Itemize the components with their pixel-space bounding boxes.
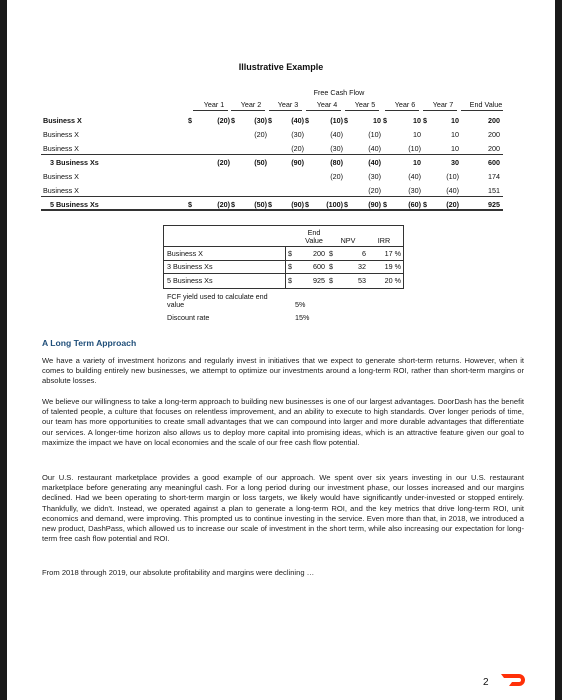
cell-value: 10 bbox=[413, 130, 421, 139]
cell-value: 10 bbox=[413, 158, 421, 167]
header-underline bbox=[163, 246, 404, 247]
cell-value: 925 bbox=[488, 200, 500, 209]
row-label: 3 Business Xs bbox=[167, 262, 213, 271]
cell-value: (30) bbox=[291, 130, 304, 139]
column-divider bbox=[285, 246, 286, 289]
cell-value: 10 bbox=[373, 116, 381, 125]
cell-value: 10 bbox=[451, 144, 459, 153]
dollar-sign: $ bbox=[268, 200, 272, 209]
npv-value: 32 bbox=[358, 262, 366, 271]
cell-value: (60) bbox=[408, 200, 421, 209]
column-header: Year 4 bbox=[316, 100, 338, 109]
dollar-sign: $ bbox=[288, 262, 292, 271]
column-header: Year 5 bbox=[354, 100, 376, 109]
column-header: End Value bbox=[469, 100, 503, 109]
cell-value: (10) bbox=[368, 130, 381, 139]
dollar-sign: $ bbox=[344, 200, 348, 209]
page-number: 2 bbox=[483, 677, 489, 688]
cell-value: (80) bbox=[330, 158, 343, 167]
column-header: End bbox=[307, 228, 321, 237]
value-table bbox=[7, 0, 555, 340]
row-label: 3 Business Xs bbox=[50, 158, 99, 167]
cell-value: 600 bbox=[488, 158, 500, 167]
cell-value: (10) bbox=[446, 172, 459, 181]
cell-value: (20) bbox=[330, 172, 343, 181]
dollar-sign: $ bbox=[188, 200, 192, 209]
end-value: 925 bbox=[313, 276, 325, 285]
fcf-yield-label: value bbox=[167, 300, 185, 309]
cell-value: 200 bbox=[488, 116, 500, 125]
cell-value: 30 bbox=[451, 158, 459, 167]
dollar-sign: $ bbox=[188, 116, 192, 125]
cell-value: (30) bbox=[254, 116, 267, 125]
paragraph-1: We have a variety of investment horizons and regularly invest in initiatives that we expect to generate short-term returns. However, when it comes to building entirely new businesses, we attempt to optimize our investments around a long-term ROI, rather than short-term margins or absolute losses. bbox=[42, 356, 524, 386]
dollar-sign: $ bbox=[231, 200, 235, 209]
row-label: Business X bbox=[43, 144, 79, 153]
column-header: Year 7 bbox=[432, 100, 454, 109]
cell-value: (40) bbox=[446, 186, 459, 195]
column-header: NPV bbox=[340, 236, 356, 245]
cell-value: (20) bbox=[368, 186, 381, 195]
dollar-sign: $ bbox=[329, 249, 333, 258]
cell-value: (40) bbox=[408, 172, 421, 181]
section-title: A Long Term Approach bbox=[42, 338, 137, 348]
row-label: Business X bbox=[167, 249, 203, 258]
dollar-sign: $ bbox=[383, 200, 387, 209]
cell-value: (20) bbox=[446, 200, 459, 209]
cell-value: (10) bbox=[330, 116, 343, 125]
dollar-sign: $ bbox=[305, 200, 309, 209]
row-rule bbox=[163, 260, 404, 261]
cell-value: (40) bbox=[368, 158, 381, 167]
column-header: Year 6 bbox=[394, 100, 416, 109]
npv-value: 6 bbox=[362, 249, 366, 258]
column-header: Year 3 bbox=[277, 100, 299, 109]
cell-value: (20) bbox=[254, 130, 267, 139]
end-value: 200 bbox=[313, 249, 325, 258]
npv-value: 53 bbox=[358, 276, 366, 285]
dollar-sign: $ bbox=[288, 249, 292, 258]
cell-value: 10 bbox=[451, 116, 459, 125]
cell-value: (20) bbox=[291, 144, 304, 153]
cell-value: 10 bbox=[413, 116, 421, 125]
dollar-sign: $ bbox=[231, 116, 235, 125]
row-label: 5 Business Xs bbox=[167, 276, 213, 285]
irr-value: 17 % bbox=[384, 249, 401, 258]
dollar-sign: $ bbox=[329, 262, 333, 271]
cell-value: (20) bbox=[217, 200, 230, 209]
dollar-sign: $ bbox=[344, 116, 348, 125]
fcf-yield-label: FCF yield used to calculate end bbox=[167, 292, 268, 301]
paragraph-3: Our U.S. restaurant marketplace provides a good example of our approach. We spent over six years investing in our U.S. restaurant marketplace before generating any meaningful cash. For a long period during our investment phase, our losses increased and our margins declined. Had we been operating to short-term margin or loss targets, we likely would have significantly under-invested or stopped entirely. Thankfully, we didn't. Instead, we operated against a plan to generate a long-term ROI, and the key metrics that drive long-term ROI, unit economics and demand, were improving. This prompted us to continue investing in the service. Even more than that, in 2018, we introduced a new product, DashPass, which allowed us to increase our scale of investment in the short term, while also increasing our expectation for long-term free cash flow potential and ROI. bbox=[42, 473, 524, 544]
irr-value: 20 % bbox=[384, 276, 401, 285]
page-title: Illustrative Example bbox=[238, 62, 324, 72]
column-header: Year 1 bbox=[203, 100, 225, 109]
column-header: IRR bbox=[377, 236, 391, 245]
doordash-logo-icon bbox=[500, 672, 530, 688]
fcf-group-header: Free Cash Flow bbox=[313, 88, 365, 97]
row-label: Business X bbox=[43, 172, 79, 181]
dollar-sign: $ bbox=[305, 116, 309, 125]
dollar-sign: $ bbox=[329, 276, 333, 285]
column-header: Year 2 bbox=[240, 100, 262, 109]
row-label: 5 Business Xs bbox=[50, 200, 99, 209]
dollar-sign: $ bbox=[423, 200, 427, 209]
end-value: 600 bbox=[313, 262, 325, 271]
cell-value: (90) bbox=[368, 200, 381, 209]
cell-value: (30) bbox=[368, 172, 381, 181]
cell-value: (100) bbox=[326, 200, 343, 209]
irr-value: 19 % bbox=[384, 262, 401, 271]
row-label: Business X bbox=[43, 186, 79, 195]
cell-value: (50) bbox=[254, 158, 267, 167]
dollar-sign: $ bbox=[423, 116, 427, 125]
cell-value: (40) bbox=[368, 144, 381, 153]
cell-value: (30) bbox=[408, 186, 421, 195]
fcf-yield-value: 5% bbox=[295, 300, 306, 309]
dollar-sign: $ bbox=[383, 116, 387, 125]
discount-label: Discount rate bbox=[167, 313, 210, 322]
cell-value: 174 bbox=[488, 172, 500, 181]
cell-value: (10) bbox=[408, 144, 421, 153]
cell-value: 10 bbox=[451, 130, 459, 139]
cell-value: 151 bbox=[488, 186, 500, 195]
row-label: Business X bbox=[43, 116, 82, 125]
cell-value: (20) bbox=[217, 116, 230, 125]
discount-value: 15% bbox=[295, 313, 310, 322]
cell-value: (90) bbox=[291, 158, 304, 167]
row-label: Business X bbox=[43, 130, 79, 139]
document-page bbox=[7, 0, 555, 700]
column-header: Value bbox=[305, 236, 323, 245]
dollar-sign: $ bbox=[288, 276, 292, 285]
cell-value: (20) bbox=[217, 158, 230, 167]
paragraph-2: We believe our willingness to take a long-term approach to building new businesses is one of our largest advantages. DoorDash has the benefit of talented people, a culture that focuses on relentless improvement, and an ability to execute to high standards. Over longer periods of time, our team has more opportunities to create small advantages that we can compound into larger and more durable advantages that differentiate our services. A longer-time horizon also allows us to deploy more capital into promising ideas, which is an attractive feature given our goal to maximize the impact we have on local economies and the scale of our free cash flow potential. bbox=[42, 397, 524, 447]
paragraph-4: From 2018 through 2019, our absolute profitability and margins were declining … bbox=[42, 568, 315, 577]
dollar-sign: $ bbox=[268, 116, 272, 125]
cell-value: 200 bbox=[488, 144, 500, 153]
row-rule bbox=[163, 273, 404, 274]
cell-value: 200 bbox=[488, 130, 500, 139]
cell-value: (40) bbox=[291, 116, 304, 125]
cell-value: (90) bbox=[291, 200, 304, 209]
cell-value: (50) bbox=[254, 200, 267, 209]
cell-value: (30) bbox=[330, 144, 343, 153]
cell-value: (40) bbox=[330, 130, 343, 139]
